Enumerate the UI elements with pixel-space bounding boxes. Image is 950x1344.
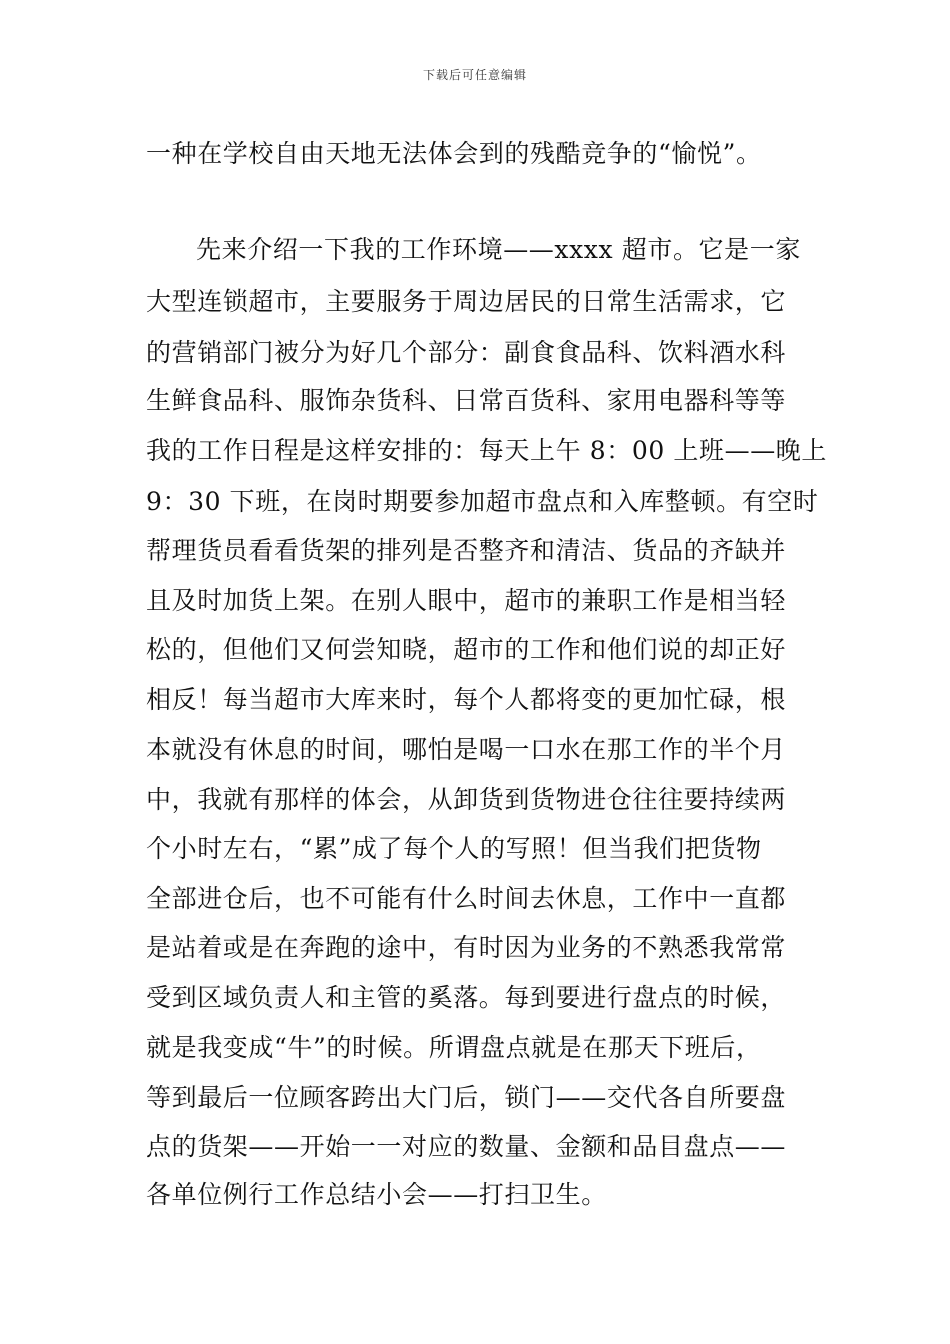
text-line: 松的，但他们又何尝知晓，超市的工作和他们说的却正好 (146, 635, 787, 664)
text-line: 大型连锁超市，主要服务于周边居民的日常生活需求，它 (146, 287, 787, 316)
text-line: 先来介绍一下我的工作环境——xxxx 超市。它是一家 (196, 235, 801, 264)
text-line: 一种在学校自由天地无法体会到的残酷竞争的“愉悦”。 (146, 139, 762, 168)
header-note: 下载后可任意编辑 (422, 68, 527, 82)
text-line: 我的工作日程是这样安排的：每天上午 8：00 上班——晚上 (146, 436, 828, 465)
text-line: 等到最后一位顾客跨出大门后，锁门——交代各自所要盘 (146, 1083, 787, 1112)
text-line: 帮理货员看看货架的排列是否整齐和清洁、货品的齐缺并 (146, 536, 787, 565)
text-line: 生鲜食品科、服饰杂货科、日常百货科、家用电器科等等 (146, 386, 787, 415)
text-line: 9：30 下班，在岗时期要参加超市盘点和入库整顿。有空时 (146, 487, 819, 516)
text-line: 就是我变成“牛”的时候。所谓盘点就是在那天下班后， (146, 1033, 762, 1062)
text-line: 受到区域负责人和主管的奚落。每到要进行盘点的时候， (146, 983, 787, 1012)
text-line: 个小时左右，“累”成了每个人的写照！但当我们把货物 (146, 834, 762, 863)
text-line: 中，我就有那样的体会，从卸货到货物进仓往往要持续两 (146, 785, 787, 814)
text-line: 相反！每当超市大库来时，每个人都将变的更加忙碌，根 (146, 685, 787, 714)
text-line: 的营销部门被分为好几个部分：副食食品科、饮料酒水科 (146, 338, 787, 367)
text-line: 是站着或是在奔跑的途中，有时因为业务的不熟悉我常常 (146, 933, 787, 962)
text-line: 本就没有休息的时间，哪怕是喝一口水在那工作的半个月 (146, 735, 787, 764)
text-line: 且及时加货上架。在别人眼中，超市的兼职工作是相当轻 (146, 586, 787, 615)
text-line: 各单位例行工作总结小会——打扫卫生。 (146, 1180, 607, 1209)
text-line: 点的货架——开始一一对应的数量、金额和品目盘点—— (146, 1132, 787, 1161)
text-line: 全部进仓后，也不可能有什么时间去休息，工作中一直都 (146, 884, 787, 913)
